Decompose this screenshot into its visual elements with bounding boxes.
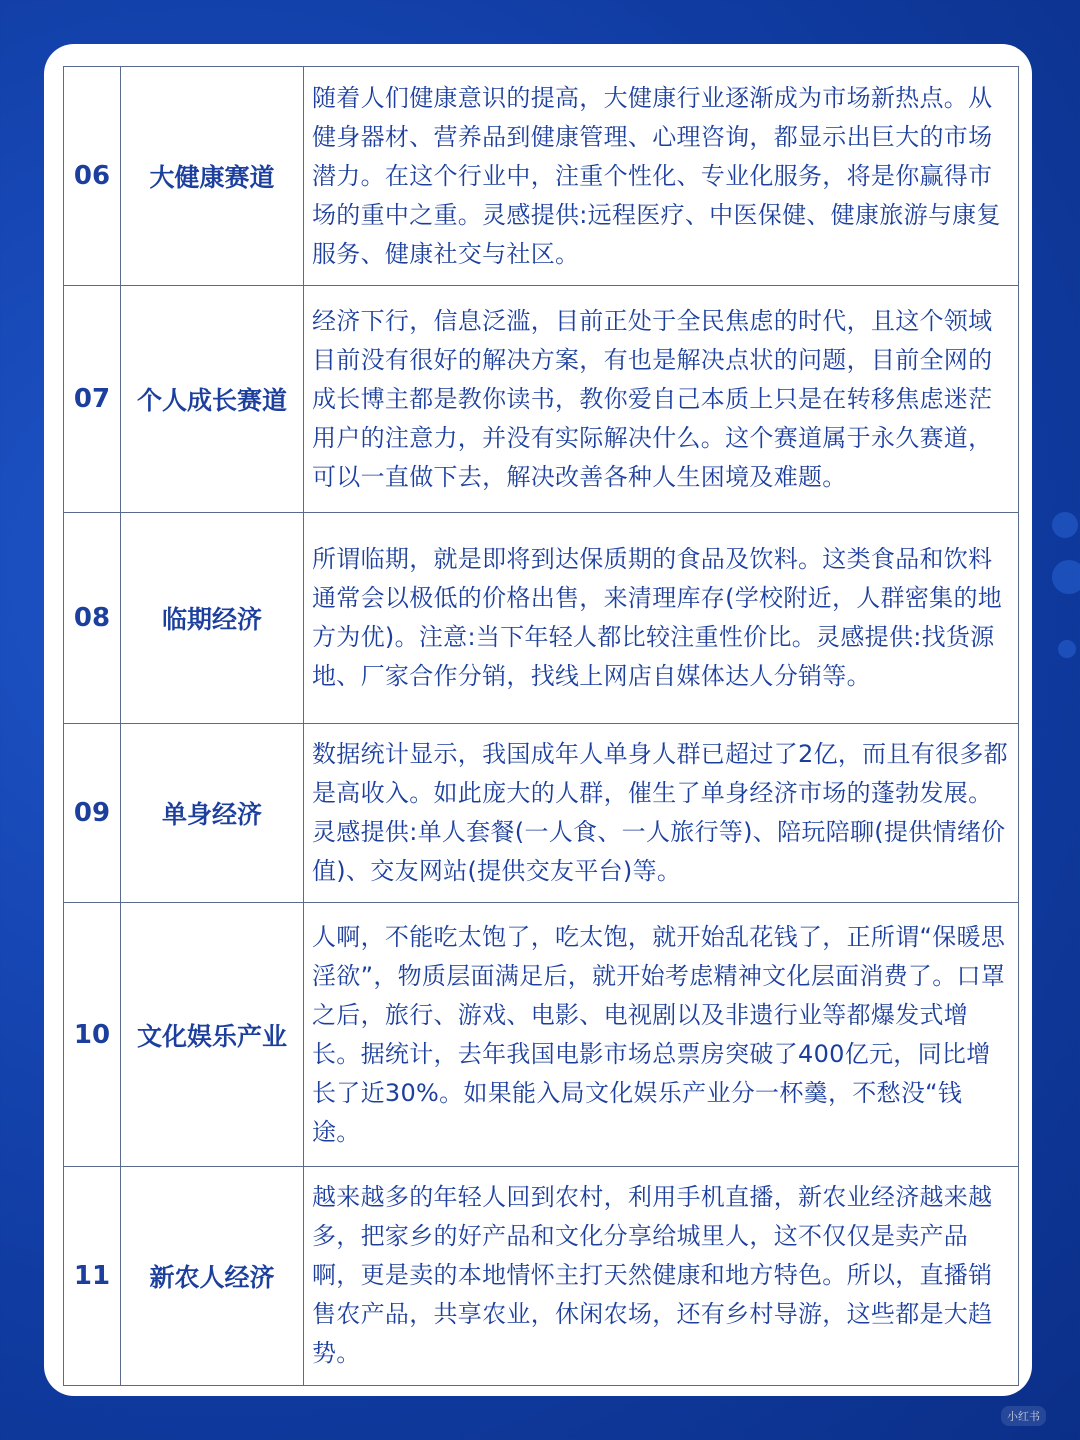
table-row <box>64 513 1019 724</box>
content-card <box>44 44 1032 1396</box>
row-number: 08 <box>64 513 121 724</box>
decor-dot <box>1052 560 1080 594</box>
table-row <box>64 903 1019 1166</box>
row-description: 经济下行，信息泛滥，目前正处于全民焦虑的时代，且这个领域目前没有很好的解决方案，有也是解决点状的问题，目前全网的成长博主都是教你读书，教你爱自己本质上只是在转移焦虑迷茫用户的注意力，并没有实际解决什么。这个赛道属于永久赛道，可以一直做下去，解决改善各种人生困境及难题。 <box>304 286 1019 513</box>
row-description: 所谓临期，就是即将到达保质期的食品及饮料。这类食品和饮料通常会以极低的价格出售，来清理库存(学校附近，人群密集的地方为优)。注意:当下年轻人都比较注重性价比。灵感提供:找货源地、厂家合作分销，找线上网店自媒体达人分销等。 <box>304 513 1019 724</box>
table-row <box>64 286 1019 513</box>
table-row <box>64 67 1019 286</box>
row-title: 临期经济 <box>121 513 304 724</box>
row-number: 09 <box>64 724 121 903</box>
row-title: 新农人经济 <box>121 1166 304 1385</box>
row-number: 10 <box>64 903 121 1166</box>
table-row <box>64 724 1019 903</box>
decor-dot <box>1058 640 1076 658</box>
row-description: 数据统计显示，我国成年人单身人群已超过了2亿，而且有很多都是高收入。如此庞大的人群，催生了单身经济市场的蓬勃发展。灵感提供:单人套餐(一人食、一人旅行等)、陪玩陪聊(提供情绪价值)、交友网站(提供交友平台)等。 <box>304 724 1019 903</box>
row-description: 随着人们健康意识的提高，大健康行业逐渐成为市场新热点。从健身器材、营养品到健康管理、心理咨询，都显示出巨大的市场潜力。在这个行业中，注重个性化、专业化服务，将是你赢得市场的重中之重。灵感提供:远程医疗、中医保健、健康旅游与康复服务、健康社交与社区。 <box>304 67 1019 286</box>
watermark-logo: 小红书 <box>1001 1406 1046 1426</box>
table-row <box>64 1166 1019 1385</box>
row-title: 大健康赛道 <box>121 67 304 286</box>
row-description: 越来越多的年轻人回到农村，利用手机直播，新农业经济越来越多，把家乡的好产品和文化分享给城里人，这不仅仅是卖产品啊，更是卖的本地情怀主打天然健康和地方特色。所以，直播销售农产品，共享农业，休闲农场，还有乡村导游，这些都是大趋势。 <box>304 1166 1019 1385</box>
row-number: 11 <box>64 1166 121 1385</box>
row-title: 个人成长赛道 <box>121 286 304 513</box>
row-title: 单身经济 <box>121 724 304 903</box>
trend-table <box>63 66 1019 1386</box>
row-title: 文化娱乐产业 <box>121 903 304 1166</box>
row-number: 06 <box>64 67 121 286</box>
decor-dot <box>1052 512 1078 538</box>
row-description: 人啊，不能吃太饱了，吃太饱，就开始乱花钱了，正所谓“保暖思淫欲”，物质层面满足后，就开始考虑精神文化层面消费了。口罩之后，旅行、游戏、电影、电视剧以及非遗行业等都爆发式增长。据统计，去年我国电影市场总票房突破了400亿元，同比增长了近30%。如果能入局文化娱乐产业分一杯羹，不愁没“钱途。 <box>304 903 1019 1166</box>
row-number: 07 <box>64 286 121 513</box>
